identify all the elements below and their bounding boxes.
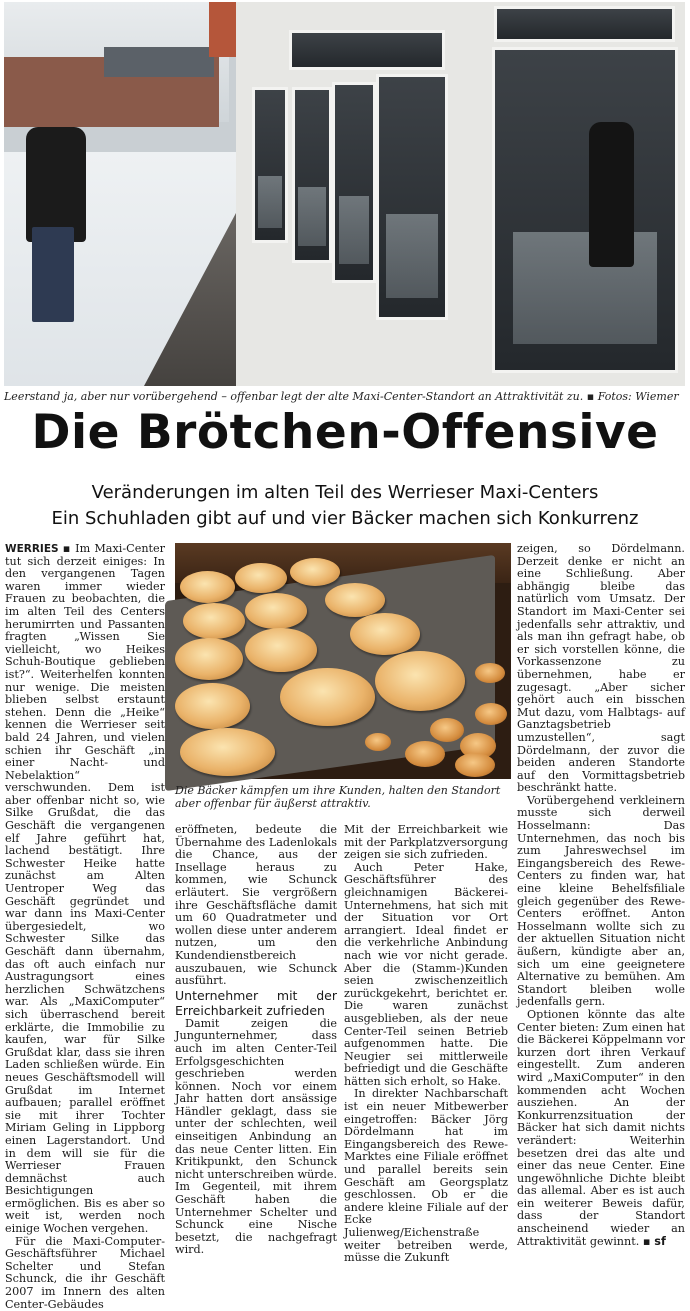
section-subhead: Unternehmer mit der Erreichbarkeit zufrieden [175, 987, 337, 1018]
paragraph: WERRIES ▪ Im Maxi-Center tut sich derzeit einiges: In den vergangenen Tagen waren immer wieder Frauen zu beobachten, die im alten Teil des Centers herumirrten und Passanten fragten „Wissen Sie vielleicht, wo Heikes Schuh-Boutique geblieben ist?“. Weiterhelfen konnten nur wenige. Die meisten blieben selbst erstaunt stehen. Denn die „Heike“ kennen die Werrieser seit bald 24 Jahren, und vielen schien ihr Geschäft „in einer Nacht- und Nebelaktion“ verschwunden. Dem ist aber offenbar nicht so, wie Silke Grußdat, die das Geschäft die vergangenen elf Jahre geführt hat, lachend bestätigt. Ihre Schwester Heike hatte zunächst am Alten Uentroper Weg das Geschäft gegründet und war dann ins Maxi-Center übergesiedelt, wo Schwester Silke das Geschäft dann übernahm, das oft auch einfach nur Austragungsort eines herzlichen Schwätzchens war. Als „MaxiComputer“ sich überraschend bereit erklärte, die Immobilie zu kaufen, war für Silke Grußdat klar, dass sie ihren Laden schließen würde. Ein neues Geschäftsmodell will Grußdat im Internet aufbauen; parallel eröffnet sie mit ihrer Tochter Miriam Geling in Lippborg einen Lagerstandort. Und in dem will sie für die Werrieser Frauen demnächst auch Besichtigungen ermöglichen. Bis es aber so weit ist, werden noch einige Wochen vergehen. [5, 542, 165, 1236]
paragraph: Für die Maxi-Computer-Geschäftsführer Michael Schelter und Stefan Schunck, die ihr Geschäft 2007 im Innern des alten Center-Gebäudes [5, 1234, 165, 1311]
paragraph: Mit der Erreichbarkeit wie mit der Parkplatzversorgung zeigen sie sich zufrieden. [344, 823, 508, 862]
street-photo [4, 2, 685, 386]
headline: Die Brötchen-Offensive [31, 405, 659, 460]
paragraph: Auch Peter Hake, Geschäftsführer des gleichnamigen Bäckerei-Unternehmens, hat sich mit der Situation vor Ort arrangiert. Ideal findet er die verkehrliche Anbindung nach wie vor nicht gerade. Aber die (Stamm-)Kunden seien zwischenzeitlich zurückgekehrt, berichtet er. Die waren zunächst ausgeblieben, als der neue Center-Teil seinen Betrieb aufgenommen hatte. Die Neugier sei mittlerweile befriedigt und die Geschäfte hätten sich erholt, so Hake. [344, 860, 508, 1088]
paragraph: Damit zeigen die Jungunternehmer, dass auch im alten Center-Teil Erfolgsgeschichten geschrieben werden können. Noch vor einem Jahr hatten dort ansässige Händler geklagt, dass sie unter der schlechten, weil einseitigen Anbindung an das neue Center litten. Ein Kritikpunkt, den Schunck nicht unterschreiben würde. Im Gegenteil, mit ihrem Geschäft haben die Unternehmer Schelter und Schunck eine Nische besetzt, die nachgefragt wird. [175, 1016, 337, 1257]
paragraph: eröffneten, bedeute die Übernahme des Ladenlokals die Chance, aus der Insellage heraus zu kommen, wie Schunck erläutert. Sie vergrößern ihre Geschäftsfläche damit um 60 Quadratmeter und wollen diese unter anderem nutzen, um den Kundendienstbereich auszubauen, wie Schunck ausführt. [175, 823, 337, 988]
article-column-3 [344, 823, 508, 1265]
subheadline: Veränderungen im alten Teil des Werrieser Maxi-Centers [91, 482, 599, 503]
photo-caption: Leerstand ja, aber nur vorübergehend – offenbar legt der alte Maxi-Center-Standort an Attraktivität zu. ▪ Fotos: Wiemer [4, 390, 679, 403]
article-column-4 [517, 543, 685, 1249]
author-initials: ▪ sf [642, 1234, 666, 1248]
paragraph: Vorübergehend verkleinern musste sich derweil Hosselmann: Das Unternehmen, das noch bis zum Jahreswechsel im Eingangsbereich des Rewe-Centers zu finden war, hat eine kleine Behelfsfiliale gleich gegenüber des Rewe-Centers eröffnet. Anton Hosselmann wollte sich zu der aktuellen Situation nicht äußern, kündigte aber an, sich um eine geeignetere Alternative zu bemühen. Am Standort bleiben wolle jedenfalls gern. [517, 793, 685, 1009]
subheadline: Ein Schuhladen gibt auf und vier Bäcker machen sich Konkurrenz [51, 508, 639, 529]
paragraph: Optionen könnte das alte Center bieten: Zum einen hat die Bäckerei Köppelmann vor kurzen dort ihren Verkauf eingestellt. Zum anderen wird „MaxiComputer“ in den kommenden acht Wochen ausziehen. An der Konkurrenzsituation der Bäcker hat sich damit nichts verändert: Weiterhin besetzen drei das alte und einer das neue Center. Eine ungewöhnliche Dichte bleibt das allemal. Aber es ist auch ein weiterer Beweis dafür, dass der Standort anscheinend wieder an Attraktivität gewinnt. ▪ sf [517, 1007, 685, 1248]
photo-caption: Die Bäcker kämpfen um ihre Kunden, halten den Standort aber offenbar für äußerst attraktiv. [175, 784, 501, 810]
paragraph: In direkter Nachbarschaft ist ein neuer Mitbewerber eingetroffen: Bäcker Jörg Dördelmann hat im Eingangsbereich des Rewe-Marktes eine Filiale eröffnet und parallel bereits sein Geschäft am Georgsplatz geschlossen. Ob er die andere kleine Filiale auf der Ecke Julienweg/Eichenstraße weiter betreiben werde, müsse die Zukunft [344, 1087, 508, 1265]
dateline: WERRIES [5, 543, 59, 555]
article-column-2 [175, 823, 337, 1257]
paragraph: zeigen, so Dördelmann. Derzeit denke er nicht an eine Schließung. Aber abhängig bleibe das natürlich vom Umsatz. Der Standort im Maxi-Center sei jedenfalls sehr attraktiv, und als man ihn gefragt habe, ob er sich vorstellen könne, die Vorkassenzone zu übernehmen, habe er zugesagt. „Aber sicher gehört auch ein bisschen Mut dazu, vom Halbtags- auf Ganztagsbetrieb umzustellen“, sagt Dördelmann, der zuvor die beiden anderen Standorte auf den Vormittagsbetrieb beschränkt hatte. [517, 542, 685, 795]
article-column-1 [5, 542, 165, 1311]
bread-photo [175, 543, 511, 779]
